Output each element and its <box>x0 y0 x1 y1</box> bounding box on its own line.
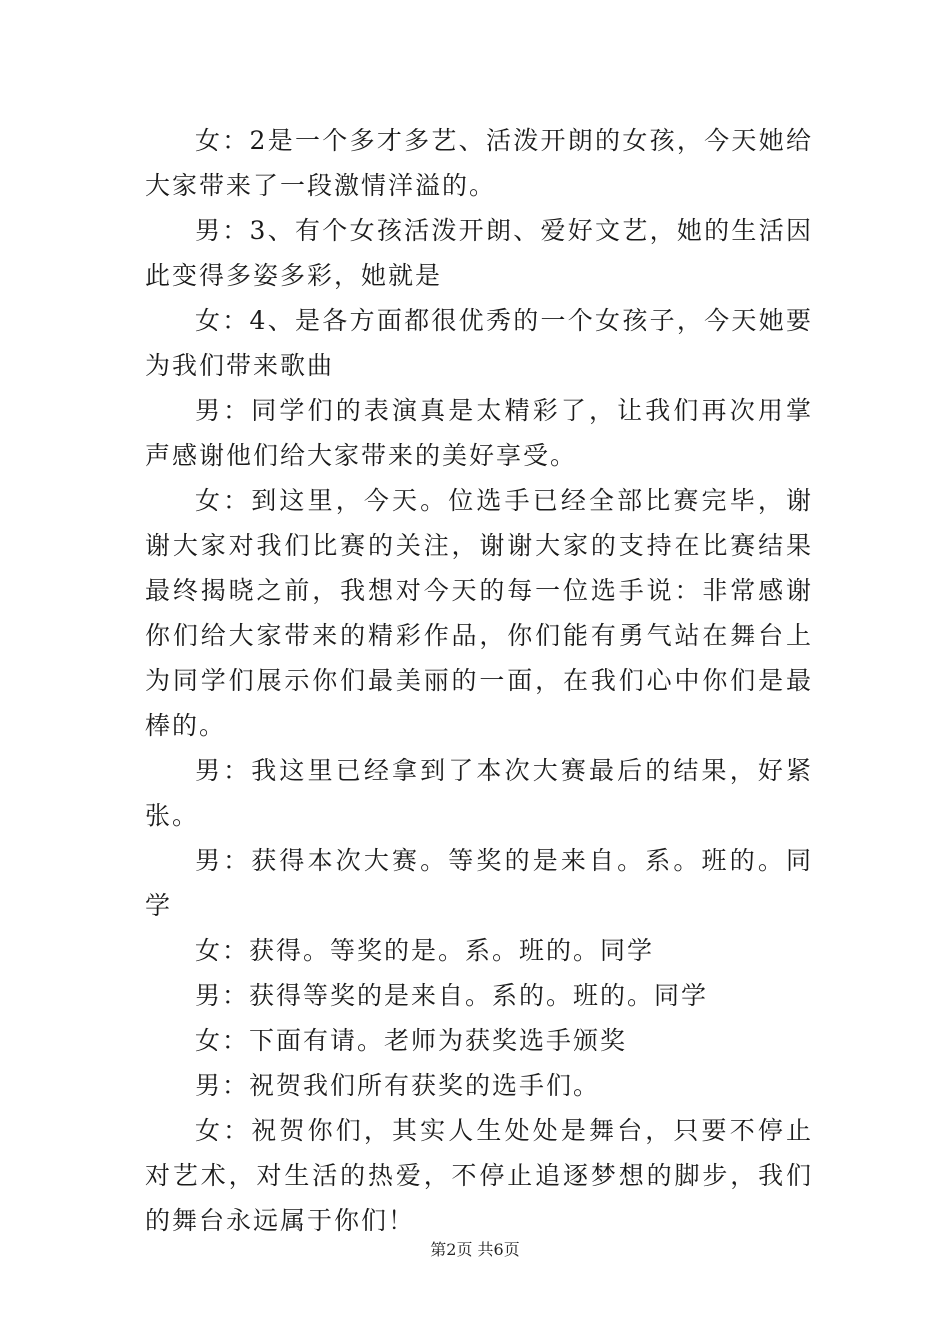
paragraph-7: 男：获得本次大赛。等奖的是来自。系。班的。同学 <box>145 846 813 920</box>
paragraph-3: 女：4、是各方面都很优秀的一个女孩子，今天她要为我们带来歌曲 <box>145 306 813 380</box>
paragraph-4: 男：同学们的表演真是太精彩了，让我们再次用掌声感谢他们给大家带来的美好享受。 <box>145 396 813 470</box>
paragraph-9: 男：获得等奖的是来自。系的。班的。同学 <box>195 981 709 1010</box>
paragraph-6: 男：我这里已经拿到了本次大赛最后的结果，好紧张。 <box>145 756 813 830</box>
page-number-footer: 第2页 共6页 <box>430 1240 520 1259</box>
document-body <box>145 118 813 1243</box>
paragraph-5: 女：到这里，今天。位选手已经全部比赛完毕，谢谢大家对我们比赛的关注，谢谢大家的支持在比赛结果最终揭晓之前，我想对今天的每一位选手说：非常感谢你们给大家带来的精彩作品，你们能有勇气站在舞台上为同学们展示你们最美丽的一面，在我们心中你们是最棒的。 <box>145 486 813 740</box>
paragraph-11: 男：祝贺我们所有获奖的选手们。 <box>195 1071 601 1100</box>
paragraph-2: 男：3、有个女孩活泼开朗、爱好文艺，她的生活因此变得多姿多彩，她就是 <box>145 216 813 290</box>
paragraph-12: 女：祝贺你们，其实人生处处是舞台，只要不停止对艺术，对生活的热爱，不停止追逐梦想的脚步，我们的舞台永远属于你们！ <box>145 1116 813 1235</box>
paragraph-1: 女：2是一个多才多艺、活泼开朗的女孩，今天她给大家带来了一段激情洋溢的。 <box>145 126 813 200</box>
paragraph-10: 女：下面有请。老师为获奖选手颁奖 <box>195 1026 628 1055</box>
paragraph-8: 女：获得。等奖的是。系。班的。同学 <box>195 936 655 965</box>
